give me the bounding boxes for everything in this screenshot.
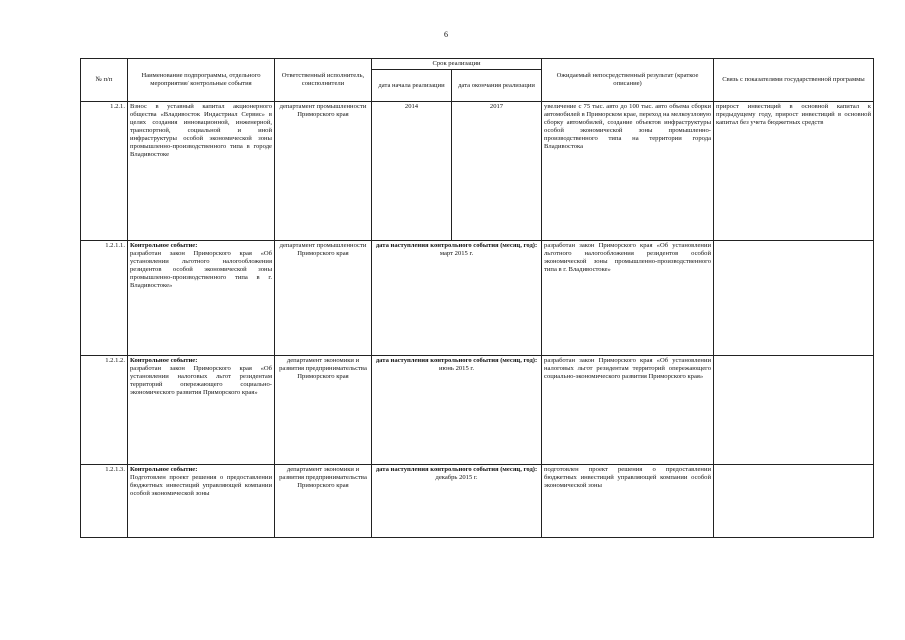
control-event-text: разработан закон Приморского края «Об установлении льготного налогообложения резидентов особой экономической зоны промышленно-производственного типа в г. Владивостоке» bbox=[130, 250, 272, 290]
row-link: прирост инвестиций в основной капитал к предыдущему году, прирост инвестиций в основной капитал без учета бюджетных средств bbox=[714, 102, 874, 241]
header-end: дата окончания реализации bbox=[452, 70, 542, 102]
control-event-label: Контрольное событие: bbox=[130, 466, 198, 474]
control-event-text: разработан закон Приморского края «Об установлении налоговых льгот резидентам территорий опережающего социально-экономического развития Приморского края» bbox=[130, 365, 272, 397]
row-link bbox=[714, 356, 874, 465]
row-num: 1.2.1.3. bbox=[81, 465, 128, 538]
event-date-value: июнь 2015 г. bbox=[438, 365, 475, 373]
row-num: 1.2.1.2. bbox=[81, 356, 128, 465]
row-name bbox=[128, 356, 275, 465]
header-responsible: Ответственный исполнитель, соисполнители bbox=[275, 59, 372, 102]
header-term: Срок реализации bbox=[372, 59, 542, 70]
control-event-label: Контрольное событие: bbox=[130, 357, 198, 365]
row-responsible: департамент экономики и развития предпринимательства Приморского края bbox=[275, 465, 372, 538]
row-start: 2014 bbox=[372, 102, 452, 241]
event-date-value: декабрь 2015 г. bbox=[435, 474, 478, 482]
table-row bbox=[81, 356, 874, 465]
row-result: разработан закон Приморского края «Об установлении льготного налогообложения резидентов особой экономической зоны промышленно-производственного типа в г. Владивостоке» bbox=[542, 241, 714, 356]
table-row bbox=[81, 465, 874, 538]
event-date-label: дата наступления контрольного события (месяц, год): bbox=[375, 466, 538, 474]
header-start: дата начала реализации bbox=[372, 70, 452, 102]
header-name: Наименование подпрограммы, отдельного мероприятия/ контрольные события bbox=[128, 59, 275, 102]
table-row bbox=[81, 102, 874, 241]
row-link bbox=[714, 465, 874, 538]
table-row bbox=[81, 241, 874, 356]
event-date-label: дата наступления контрольного события (месяц, год): bbox=[375, 357, 538, 365]
row-result: увеличение с 75 тыс. авто до 100 тыс. авто объема сборки автомобилей в Приморском крае, переход на мелкоузловую сборку автомобилей, создание объектов инфраструктуры особой экономической зоны промышленно-производственного типа на территории города Владивостока bbox=[542, 102, 714, 241]
event-date-label: дата наступления контрольного события (месяц, год): bbox=[375, 242, 538, 250]
row-event-date bbox=[372, 465, 542, 538]
control-event-label: Контрольное событие: bbox=[130, 242, 198, 250]
header-result: Ожидаемый непосредственный результат (краткое описание) bbox=[542, 59, 714, 102]
row-name bbox=[128, 241, 275, 356]
control-event-text: Подготовлен проект решения о предоставлении бюджетных инвестиций управляющей компании особой экономической зоны bbox=[130, 474, 272, 498]
row-result: подготовлен проект решения о предоставлении бюджетных инвестиций управляющей компании особой экономической зоны bbox=[542, 465, 714, 538]
row-name: Взнос в уставный капитал акционерного общества «Владивосток Индастриал Сервис» в целях создания инновационной, инженерной, транспортной, социальной и иной инфраструктуры особой экономической зоны промышленно-производственного типа в городе Владивостоке bbox=[128, 102, 275, 241]
row-responsible: департамент экономики и развития предпринимательства Приморского края bbox=[275, 356, 372, 465]
row-num: 1.2.1.1. bbox=[81, 241, 128, 356]
row-link bbox=[714, 241, 874, 356]
row-result: разработан закон Приморского края «Об установлении налоговых льгот резидентам территорий опережающего социально-экономического развития Приморского края» bbox=[542, 356, 714, 465]
page-number: 6 bbox=[444, 30, 448, 39]
row-responsible: департамент промышленности Приморского края bbox=[275, 241, 372, 356]
header-num: № п/п bbox=[81, 59, 128, 102]
event-date-value: март 2015 г. bbox=[439, 250, 474, 258]
row-name bbox=[128, 465, 275, 538]
header-link: Связь с показателями государственной программы bbox=[714, 59, 874, 102]
row-responsible: департамент промышленности Приморского края bbox=[275, 102, 372, 241]
program-table bbox=[80, 58, 874, 538]
row-event-date bbox=[372, 241, 542, 356]
row-num: 1.2.1. bbox=[81, 102, 128, 241]
row-event-date bbox=[372, 356, 542, 465]
row-end: 2017 bbox=[452, 102, 542, 241]
